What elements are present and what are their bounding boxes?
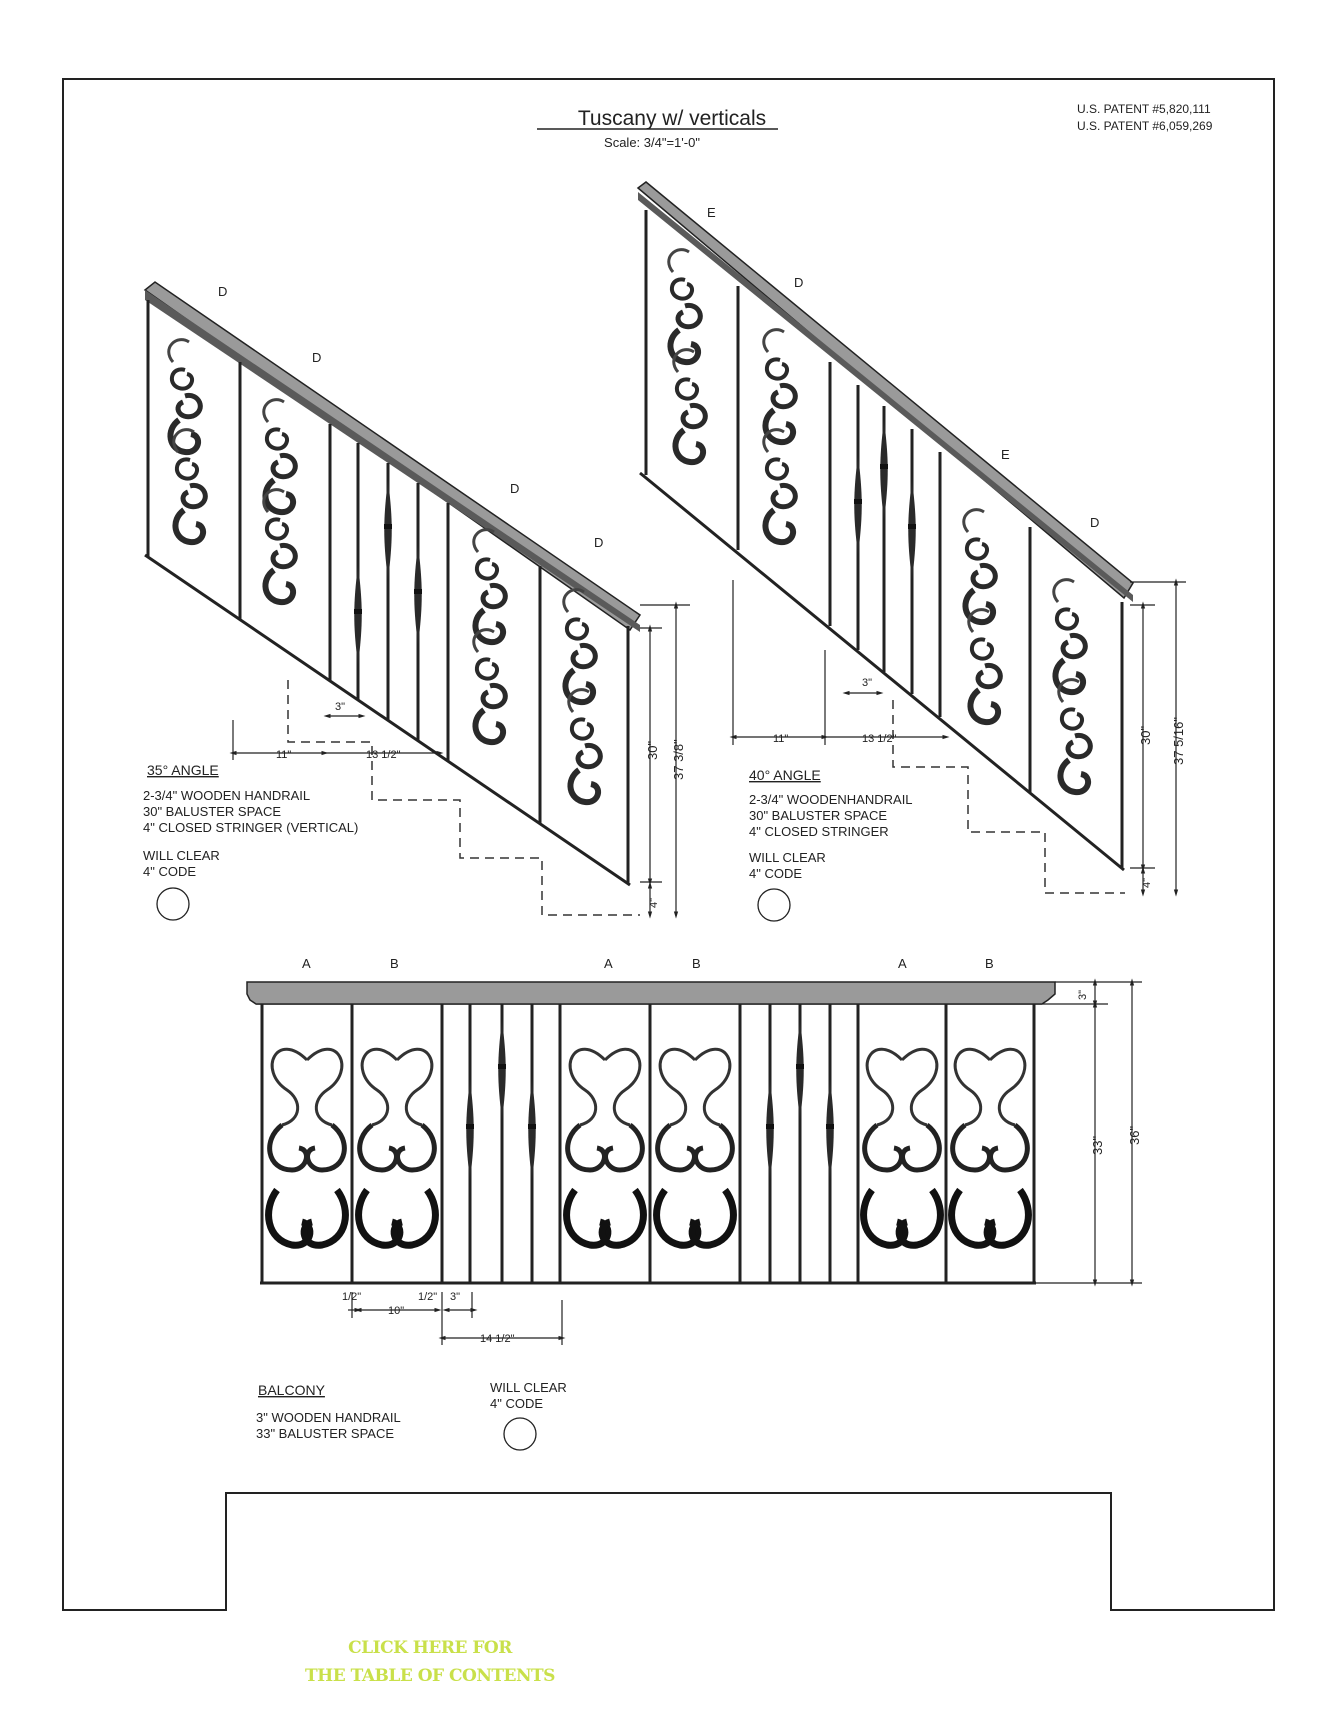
balcony-dim-rail: 3" [1077, 989, 1089, 1000]
stair-35-note-1: 2-3/4" WOODEN HANDRAIL [143, 788, 311, 803]
balcony-panel-label-6: B [985, 956, 994, 971]
balcony-note-2: 33" BALUSTER SPACE [256, 1426, 395, 1441]
stair-35-dim-tread: 11" [276, 749, 292, 761]
patent-1: U.S. PATENT #5,820,111 [1077, 102, 1211, 116]
stair-40-note-2: 30" BALUSTER SPACE [749, 808, 888, 823]
stair-40-dim-stringer: 4" [1141, 877, 1153, 888]
stair-40-clear-1: WILL CLEAR [749, 850, 826, 865]
balcony-clear-2: 4" CODE [490, 1396, 544, 1411]
stair-40-steps [893, 700, 1125, 893]
balcony-panel-label-2: B [390, 956, 399, 971]
stair-35-note-3: 4" CLOSED STRINGER (VERTICAL) [143, 820, 359, 835]
scale-label: Scale: 3/4"=1'-0" [604, 135, 700, 150]
stair-40-dim-rise: 13 1/2" [862, 733, 897, 745]
stair-40-panel-label-2: D [794, 275, 804, 290]
stair-40-notes-title: 40° ANGLE [749, 767, 821, 783]
balcony-panel-label-4: B [692, 956, 701, 971]
balcony-code-circle [504, 1418, 536, 1450]
stair-35-dimensions [233, 605, 690, 915]
stair-35-steps [288, 680, 640, 915]
balcony-dim-spacing: 3" [450, 1291, 461, 1303]
page-title: Tuscany w/ verticals [577, 107, 767, 130]
balcony-notes-title: BALCONY [258, 1382, 325, 1398]
stair-35-panel-label-1: D [218, 284, 228, 299]
stair-35-code-circle [157, 888, 189, 920]
stair-40-panel-label-1: E [707, 205, 716, 220]
stair-40-dim-baluster: 30" [1138, 725, 1153, 745]
stair-35-dim-total: 37 3/8" [671, 739, 686, 780]
toc-link-line-1[interactable]: CLICK HERE FOR [348, 1638, 512, 1658]
balcony-clear-1: WILL CLEAR [490, 1380, 567, 1395]
stair-40-code-circle [758, 889, 790, 921]
balcony-dim-module: 14 1/2" [480, 1333, 515, 1345]
balcony-note-1: 3" WOODEN HANDRAIL [256, 1410, 401, 1425]
balcony-dim-width: 10" [388, 1305, 405, 1317]
balcony-railing [247, 956, 1055, 1283]
stair-35-dim-rise: 13 1/2" [366, 749, 401, 761]
stair-35-dim-stringer: 4" [648, 897, 660, 908]
stair-35-notes-title: 35° ANGLE [147, 762, 219, 778]
stair-40-clear-2: 4" CODE [749, 866, 803, 881]
balcony-dim-half2: 1/2" [418, 1291, 438, 1303]
stair-40-panel-label-3: E [1001, 447, 1010, 462]
stair-35-panel-label-2: D [312, 350, 322, 365]
stair-35-dim-baluster: 30" [645, 740, 660, 760]
balcony-dim-baluster: 33" [1090, 1135, 1105, 1155]
stair-35-panel-label-3: D [510, 481, 520, 496]
stair-40-railing [638, 182, 1133, 870]
stair-40-dim-tread: 11" [773, 733, 789, 745]
stair-40-dim-total: 37 5/16" [1171, 717, 1186, 765]
stair-35-clear-1: WILL CLEAR [143, 848, 220, 863]
stair-35-clear-2: 4" CODE [143, 864, 197, 879]
stair-40-panel-label-4: D [1090, 515, 1100, 530]
stair-40-note-3: 4" CLOSED STRINGER [749, 824, 889, 839]
stair-35-note-2: 30" BALUSTER SPACE [143, 804, 282, 819]
stair-35-dim-spacing: 3" [335, 701, 346, 713]
balcony-panel-label-1: A [302, 956, 311, 971]
balcony-dim-total: 36" [1127, 1125, 1142, 1145]
balcony-dim-half1: 1/2" [342, 1291, 362, 1303]
balcony-panel-label-3: A [604, 956, 613, 971]
balcony-handrail [247, 982, 1055, 1004]
toc-link-line-2[interactable]: THE TABLE OF CONTENTS [305, 1666, 555, 1686]
stair-40-dim-spacing: 3" [862, 677, 873, 689]
patent-2: U.S. PATENT #6,059,269 [1077, 119, 1213, 133]
balcony-panel-label-5: A [898, 956, 907, 971]
stair-40-note-1: 2-3/4" WOODENHANDRAIL [749, 792, 913, 807]
stair-35-panel-label-4: D [594, 535, 604, 550]
